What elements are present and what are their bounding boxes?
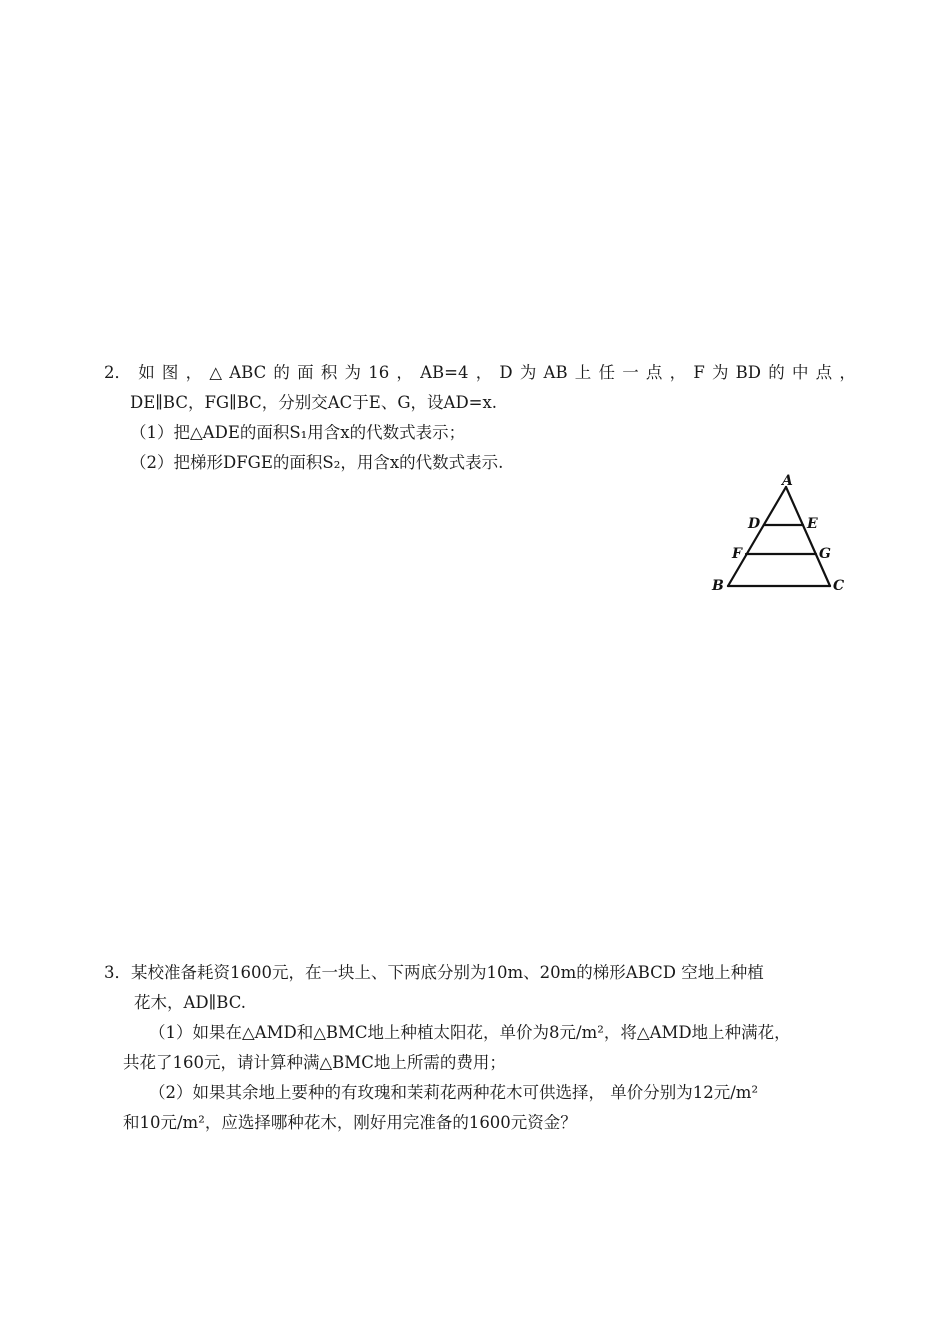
label-d: D bbox=[748, 516, 761, 532]
triangle-figure bbox=[706, 470, 856, 598]
problem3-part1: （1）如果在△AMD和△BMC地上种植太阳花，单价为8元/m²，将△AMD地上种满花， bbox=[149, 1023, 791, 1042]
label-b: B bbox=[712, 578, 724, 594]
side-ab bbox=[728, 487, 786, 586]
problem2-number: 2． bbox=[104, 363, 131, 382]
problem3-line2: 花木，AD∥BC. bbox=[134, 993, 246, 1012]
label-a: A bbox=[782, 473, 793, 489]
problem3-line6: 和10元/m²，应选择哪种花木，刚好用完准备的1600元资金？ bbox=[123, 1113, 577, 1132]
problem3-part2: （2）如果其余地上要种的有玫瑰和茉莉花两种花木可供选择， 单价分别为12元/m² bbox=[149, 1083, 759, 1102]
side-ac bbox=[786, 487, 830, 586]
label-e: E bbox=[807, 516, 818, 532]
label-f: F bbox=[732, 546, 742, 562]
problem2-part1: （1）把△ADE的面积S₁用含x的代数式表示； bbox=[130, 423, 466, 442]
problem2-line1: 2． 如 图 ， △ ABC 的 面 积 为 16 ， AB=4 ， D 为 AB 上 任 一 点 ， F 为 BD 的 中 点 ， bbox=[104, 363, 856, 382]
label-g: G bbox=[819, 546, 831, 562]
problem2-line2: DE∥BC，FG∥BC，分别交AC于E、G，设AD=x. bbox=[130, 393, 498, 412]
problem3-line4: 共花了160元，请计算种满△BMC地上所需的费用； bbox=[123, 1053, 506, 1072]
problem3-line1: 3．某校准备耗资1600元，在一块上、下两底分别为10m、20m的梯形ABCD 空地上种植 bbox=[104, 963, 764, 982]
label-c: C bbox=[833, 578, 845, 594]
problem2-part2: （2）把梯形DFGE的面积S₂，用含x的代数式表示. bbox=[130, 453, 504, 472]
